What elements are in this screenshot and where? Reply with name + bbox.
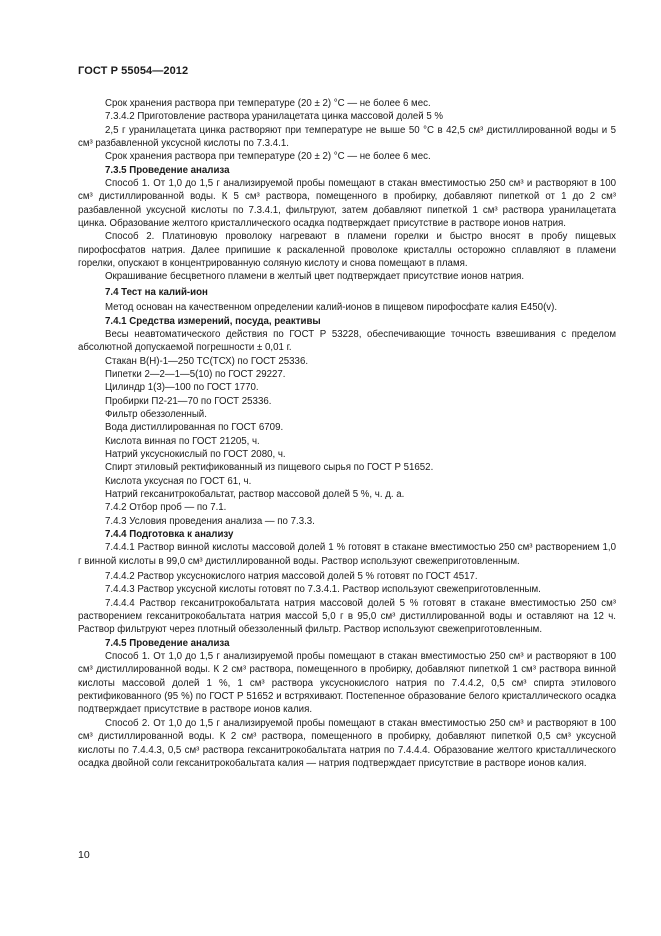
paragraph: Способ 2. Платиновую проволоку нагревают в пламени горелки и быстро вносят в пробу пищевых пирофосфатов натрия. Далее припишие к раскаленной проволоке кристаллы осторожно сплавляют в пламени горелки, опускают в концентрированную соляную кислоту и снова помещают в пламя. <box>78 231 616 270</box>
paragraph: Окрашивание бесцветного пламени в желтый цвет подтверждает присутствие ионов натрия. <box>105 271 525 283</box>
paragraph: Кислота винная по ГОСТ 21205, ч. <box>105 435 260 447</box>
section-heading: 7.4.4 Подготовка к анализу <box>105 529 234 540</box>
paragraph: Вода дистиллированная по ГОСТ 6709. <box>105 422 284 434</box>
paragraph: Срок хранения раствора при температуре (20 ± 2) °С — не более 6 мес. <box>105 151 431 163</box>
paragraph: 7.4.4.1 Раствор винной кислоты массовой долей 1 % готовят в стакане вместимостью 250 см³ растворением 1,0 г винной кислоты в 99,0 см³ дистиллированной воды. Раствор используют свежеприготовленным. <box>78 542 616 567</box>
paragraph: 7.4.3 Условия проведения анализа — по 7.3.3. <box>105 515 315 527</box>
section-heading: 7.4.5 Проведение анализа <box>105 637 230 649</box>
paragraph: 2,5 г уранилацетата цинка растворяют при температуре не выше 50 °С в 42,5 см³ дистиллированной воды и 5 см³ разбавленной уксусной кислоты по 7.3.4.1. <box>78 124 616 150</box>
paragraph: Пипетки 2—2—1—5(10) по ГОСТ 29227. <box>105 368 286 380</box>
page-number: 10 <box>78 849 90 861</box>
paragraph: 7.3.4.2 Приготовление раствора уранилацетата цинка массовой долей 5 % <box>105 111 444 123</box>
paragraph: Цилиндр 1(3)—100 по ГОСТ 1770. <box>105 382 259 394</box>
paragraph: Натрий уксуснокислый по ГОСТ 2080, ч. <box>105 448 286 460</box>
section-heading: 7.3.5 Проведение анализа <box>105 164 230 176</box>
paragraph: Пробирки П2-21—70 по ГОСТ 25336. <box>105 395 272 407</box>
paragraph: Весы неавтоматического действия по ГОСТ Р 53228, обеспечивающие точность взвешивания с пределом абсолютной допускаемой погрешности ± 0,01 г. <box>78 328 616 354</box>
section-heading: 7.4.1 Средства измерений, посуда, реактивы <box>105 315 321 327</box>
paragraph: Способ 2. От 1,0 до 1,5 г анализируемой пробы помещают в стакан вместимостью 250 см³ и растворяют в 100 см³ дистиллированной воды. К 2 см³ раствора, помещенного в пробирку, добавляют пипеткой 0,5 см³ уксусной кислоты по 7.4.4.3, 0,5 см³ раствора гексанитрокобальтата натрия по 7.4.4.4. Образование желтого кристаллического осадка двойной соли гексанитрокобальтата калия — натрия подтверждает присутствие в растворе ионов калия. <box>78 717 616 769</box>
paragraph: Способ 1. От 1,0 до 1,5 г анализируемой пробы помещают в стакан вместимостью 250 см³ и растворяют в 100 см³ дистиллированной воды. К 5 см³ раствора, помещенного в пробирку, добавляют пипеткой от 1 до 2 см³ разбавленной уксусной кислоты по 7.3.4.1, фильтруют, затем добавляют пипеткой 1 см³ раствора уранилацетата цинка. Образование желтого кристаллического осадка подтверждает присутствие в растворе ионов натрия. <box>78 178 616 230</box>
page-header-standard: ГОСТ Р 55054—2012 <box>78 65 189 77</box>
paragraph: Срок хранения раствора при температуре (20 ± 2) °С — не более 6 мес. <box>105 98 431 109</box>
paragraph: Стакан В(Н)-1—250 ТС(ТСХ) по ГОСТ 25336. <box>105 355 309 367</box>
document-body <box>78 97 616 770</box>
section-heading: 7.4 Тест на калий-ион <box>105 286 208 298</box>
paragraph: Фильтр обеззоленный. <box>105 408 207 420</box>
paragraph: Метод основан на качественном определении калий-ионов в пищевом пирофосфате калия Е450(v). <box>105 302 558 314</box>
paragraph: Натрий гексанитрокобальтат, раствор массовой долей 5 %, ч. д. а. <box>105 488 405 500</box>
paragraph: 7.4.2 Отбор проб — по 7.1. <box>105 502 227 514</box>
paragraph: Способ 1. От 1,0 до 1,5 г анализируемой пробы помещают в стакан вместимостью 250 см³ и растворяют в 100 см³ дистиллированной воды. К 2 см³ раствора, помещенного в пробирку, добавляют пипеткой 1 см³ раствора винной кислоты массовой долей 1 %, 1 см³ раствора уксуснокислого натрия по 7.4.4.2, 0,5 см³ спирта этилового ректификованного (95 %) по ГОСТ Р 51652 и встряхивают. Постепенное образование белого кристаллического осадка подтверждает присутствие в растворе ионов калия. <box>78 651 616 716</box>
paragraph: Кислота уксусная по ГОСТ 61, ч. <box>105 475 252 487</box>
paragraph: 7.4.4.3 Раствор уксусной кислоты готовят по 7.3.4.1. Раствор используют свежеприготовленным. <box>105 584 541 596</box>
paragraph: 7.4.4.2 Раствор уксуснокислого натрия массовой долей 5 % готовят по ГОСТ 4517. <box>105 571 478 583</box>
paragraph: Спирт этиловый ректификованный из пищевого сырья по ГОСТ Р 51652. <box>105 462 434 474</box>
paragraph: 7.4.4.4 Раствор гексанитрокобальтата натрия массовой долей 5 % готовят в стакане вместимостью 250 см³ растворением гексанитрокобальтата натрия массой 5,0 г в 95,0 см³ дистиллированной воды и оставляют на 12 ч. Раствор фильтруют через плотный обеззоленный фильтр. Раствор используют свежеприготовленным. <box>78 597 616 636</box>
